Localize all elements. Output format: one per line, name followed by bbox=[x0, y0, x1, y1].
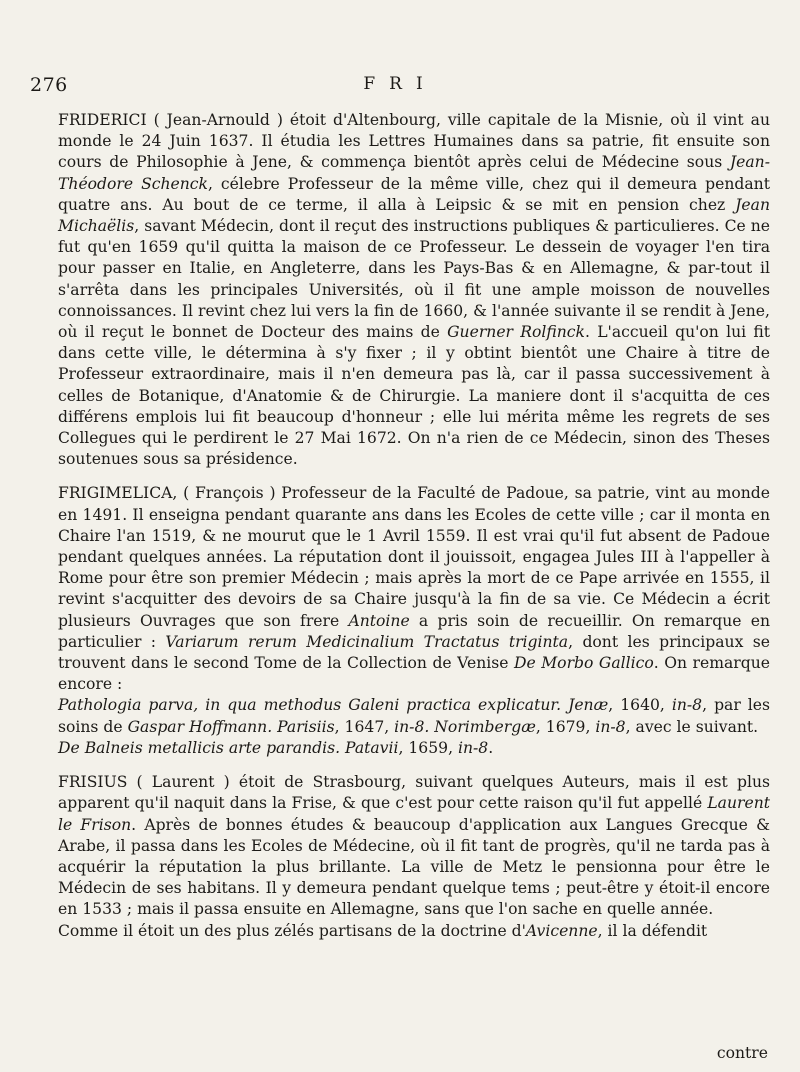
italic-run: Laurent le Frison bbox=[58, 794, 770, 834]
italic-run: De Morbo Gallico bbox=[513, 654, 654, 673]
citation-pathologia-parva bbox=[58, 695, 770, 737]
citation-de-balneis bbox=[58, 738, 770, 759]
text-run: Comme il étoit un des plus zélés partisans de la doctrine d' bbox=[58, 921, 526, 940]
text-run: , dont les principaux se trouvent dans le second Tome de la Collection de Venise bbox=[58, 632, 770, 673]
entry-frisius bbox=[58, 772, 770, 920]
italic-run: De Balneis metallicis arte parandis. Patavii bbox=[58, 738, 399, 757]
running-head: FRI bbox=[363, 74, 437, 94]
text-run: , 1659, bbox=[398, 738, 458, 757]
text-run: , par les soins de bbox=[58, 696, 771, 736]
text-run: . L'accueil qu'on lui fit dans cette ville, le détermina à s'y fixer ; il y obtint bientôt une Chaire à titre de Professeur extraordinaire, mais il n'en demeura pas là, car il passa successivement à celles de Botanique, d'Anatomie & de Chirurgie. La maniere dont il s'acquitta de ces différens emplois lui fit beaucoup d'honneur ; elle lui mérita même les regrets de ses Collegues qui le perdirent le 27 Mai 1672. On n'a rien de ce Médecin, sinon des Theses soutenues sous sa présidence. bbox=[58, 323, 771, 469]
catchword: contre bbox=[716, 1044, 768, 1062]
text-run: , 1679, bbox=[535, 717, 596, 736]
italic-run: Pathologia parva, in qua methodus Galeni practica explicatur. Jenæ bbox=[58, 696, 609, 715]
italic-run: Avicenne bbox=[525, 921, 598, 940]
italic-run: in-8. Norimbergæ bbox=[394, 717, 536, 736]
page-body bbox=[58, 110, 770, 942]
text-run: . bbox=[488, 738, 494, 757]
text-run: . Après de bonnes études & beaucoup d'application aux Langues Grecque & Arabe, il passa dans les Ecoles de Médecine, où il fit tant de progrès, qu'il ne tarda pas à acquérir la réputation la plus brillante. La ville de Metz le pensionna pour être le Médecin de ses habitans. Il y demeura pendant quelque tems ; peut-être y étoit-il encore en 1533 ; mais il passa ensuite en Allemagne, sans que l'on sache en quelle année. bbox=[58, 815, 770, 919]
text-run: FRISIUS ( Laurent ) étoit de Strasbourg, suivant quelques Auteurs, mais il est plus apparent qu'il naquit dans la Frise, & que c'est pour cette raison qu'il fut appellé bbox=[58, 773, 770, 813]
text-run: , célebre Professeur de la même ville, chez qui il demeura pendant quatre ans. Au bout de ce terme, il alla à Leipsic & se mit en pension chez bbox=[58, 174, 770, 214]
italic-run: in-8 bbox=[671, 696, 703, 715]
text-run: FRIDERICI ( Jean-Arnould ) étoit d'Altenbourg, ville capitale de la Misnie, où il vint au monde le 24 Juin 1637. Il étudia les Lettres Humaines dans sa patrie, fit ensuite son cours de Philosophie à Jene, & commença bientôt après celui de Médecine sous bbox=[58, 111, 770, 172]
text-run: , 1647, bbox=[334, 717, 395, 736]
italic-run: Guerner Rolfinck bbox=[447, 323, 585, 342]
text-run: , 1640, bbox=[608, 696, 672, 715]
text-run: . On remarque encore : bbox=[58, 654, 770, 694]
text-run: FRIGIMELICA, ( François ) Professeur de la Faculté de Padoue, sa patrie, vint au monde en 1491. Il enseigna pendant quarante ans dans les Ecoles de cette ville ; car il monta en Chaire l'an 1519, & ne mourut que le 1 Avril 1559. Il est vrai qu'il fut absent de Padoue pendant quelques années. La réputation dont il jouissoit, engagea Jules III à l'appeller à Rome pour être son premier Médecin ; mais après la mort de ce Pape arrivée en 1555, il revint s'acquitter des devoirs de sa Chaire jusqu'à la fin de sa vie. Ce Médecin a écrit plusieurs Ouvrages que son frere bbox=[58, 484, 770, 630]
italic-run: Antoine bbox=[348, 611, 410, 630]
italic-run: Gaspar Hoffmann. Parisiis bbox=[127, 717, 335, 736]
text-run: , savant Médecin, dont il reçut des instructions publiques & particulieres. Ce ne fut qu'en 1659 qu'il quitta la maison de ce Professeur. Le dessein de voyager l'en tira pour passer en Italie, en Angleterre, dans les Pays-Bas & en Allemagne, & par-tout il s'arrêta dans les principales Universités, où il fit une ample moisson de nouvelles connoissances. Il revint chez lui vers la fin de 1660, & l'année suivante il se rendit à Jene, où il reçut le bonnet de Docteur des mains de bbox=[58, 217, 770, 342]
text-run: , avec le suivant. bbox=[625, 717, 759, 736]
text-run: , il la défendit bbox=[597, 921, 708, 940]
entry-frisius-continuation bbox=[58, 921, 770, 942]
italic-run: Jean Michaëlis bbox=[58, 195, 770, 236]
italic-run: Variarum rerum Medicinalium Tractatus triginta bbox=[165, 632, 569, 651]
italic-run: Jean-Théodore Schenck bbox=[58, 153, 770, 193]
entry-frigimelica bbox=[58, 483, 770, 695]
page-number: 276 bbox=[30, 74, 68, 96]
entry-friderici bbox=[58, 110, 770, 470]
italic-run: in-8 bbox=[595, 717, 626, 736]
page-header bbox=[30, 74, 770, 98]
text-run: a pris soin de recueillir. On remarque en particulier : bbox=[58, 611, 770, 651]
italic-run: in-8 bbox=[457, 738, 489, 757]
